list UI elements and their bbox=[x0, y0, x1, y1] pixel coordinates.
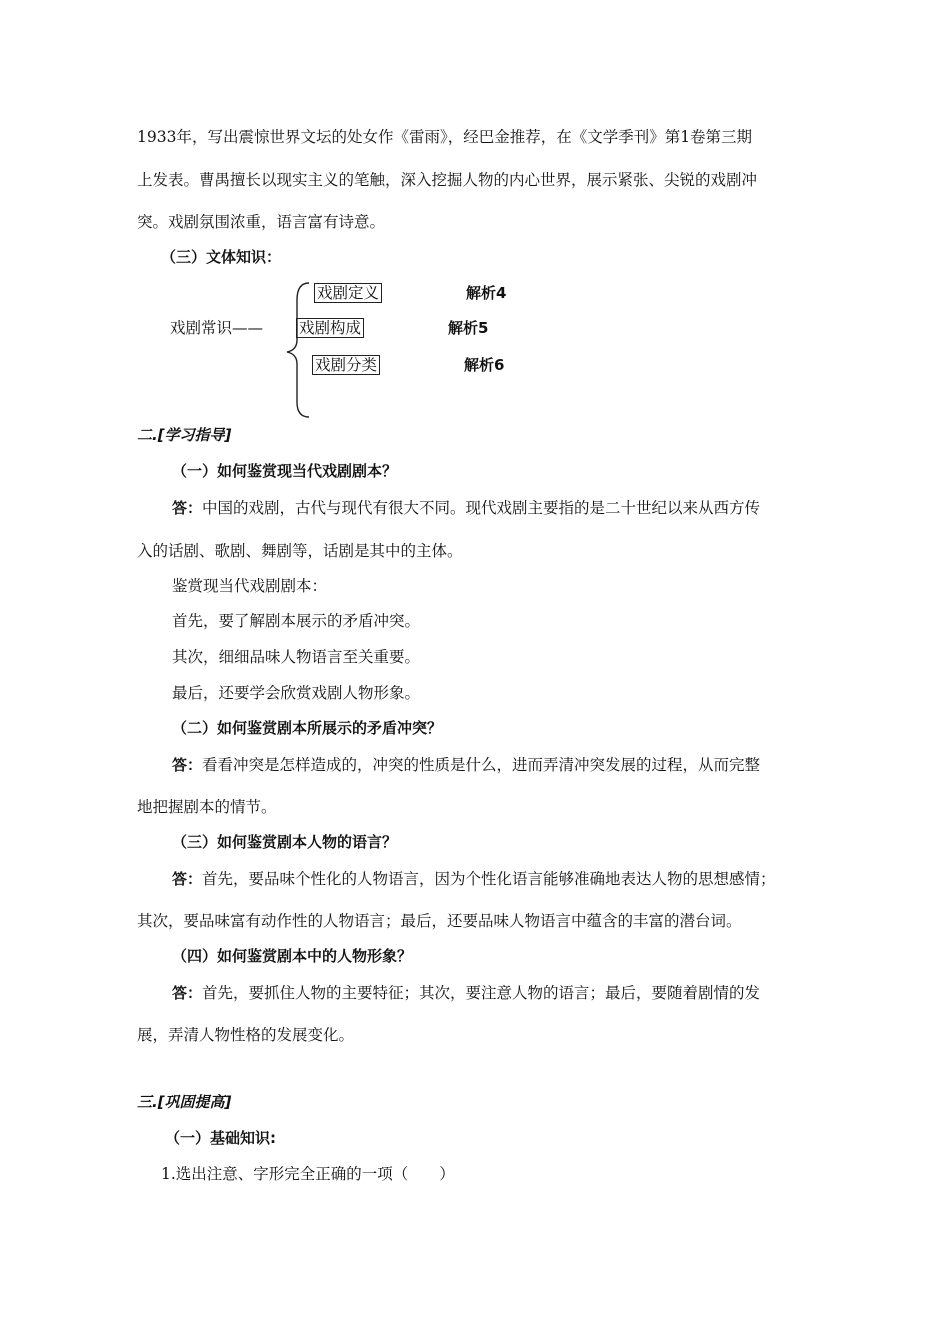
answer-prefix: 答： bbox=[172, 756, 203, 774]
answer-4-line-2: 展，弄清人物性格的发展变化。 bbox=[137, 1026, 355, 1044]
part-heading-study-guide: 二.[学习指导] bbox=[137, 426, 232, 444]
subheading-basic-knowledge: （一）基础知识: bbox=[165, 1129, 276, 1147]
diagram-item-label: 戏剧分类 bbox=[312, 355, 380, 375]
part-heading-consolidate: 三.[巩固提高] bbox=[137, 1093, 232, 1111]
exercise-item-1: 1.选出注意、字形完全正确的一项（ ） bbox=[161, 1165, 455, 1183]
answer-2-line-2: 地把握剧本的情节。 bbox=[137, 798, 277, 816]
question-1: （一）如何鉴赏现当代戏剧剧本？ bbox=[172, 462, 398, 480]
answer-1-line-3: 鉴赏现当代戏剧剧本： bbox=[172, 577, 328, 595]
brace-icon bbox=[283, 280, 313, 420]
answer-prefix: 答： bbox=[172, 870, 203, 888]
diagram-item-definition bbox=[314, 282, 382, 304]
answer-text: 首先，要抓住人物的主要特征；其次，要注意人物的语言；最后，要随着剧情的发 bbox=[202, 984, 761, 1002]
answer-text: 首先，要品味个性化的人物语言，因为个性化语言能够准确地表达人物的思想感情； bbox=[202, 870, 776, 888]
diagram-item-label: 戏剧构成 bbox=[296, 318, 364, 338]
diagram-root-label: 戏剧常识—— bbox=[170, 319, 264, 337]
diagram-item-note: 解析5 bbox=[448, 319, 489, 337]
answer-1-line-4: 首先，要了解剧本展示的矛盾冲突。 bbox=[172, 612, 421, 630]
answer-3-line-2: 其次，要品味富有动作性的人物语言；最后，还要品味人物语言中蕴含的丰富的潜台词。 bbox=[137, 912, 742, 930]
answer-3-line-1 bbox=[172, 868, 776, 890]
answer-text: 看看冲突是怎样造成的，冲突的性质是什么，进而弄清冲突发展的过程，从而完整 bbox=[202, 756, 761, 774]
intro-line-3: 突。戏剧氛围浓重，语言富有诗意。 bbox=[137, 213, 386, 231]
answer-1-line-6: 最后，还要学会欣赏戏剧人物形象。 bbox=[172, 684, 421, 702]
question-2: （二）如何鉴赏剧本所展示的矛盾冲突？ bbox=[172, 719, 443, 737]
diagram-item-note: 解析6 bbox=[464, 356, 505, 374]
answer-prefix: 答： bbox=[172, 984, 203, 1002]
answer-1-line-5: 其次，细细品味人物语言至关重要。 bbox=[172, 648, 421, 666]
answer-4-line-1 bbox=[172, 982, 760, 1004]
diagram-item-classification bbox=[312, 354, 380, 376]
section-heading-genre: （三）文体知识： bbox=[161, 248, 282, 266]
answer-1-line-1 bbox=[172, 497, 760, 519]
answer-2-line-1 bbox=[172, 754, 760, 776]
diagram-item-label: 戏剧定义 bbox=[314, 283, 382, 303]
answer-1-line-2: 入的话剧、歌剧、舞剧等，话剧是其中的主体。 bbox=[137, 542, 463, 560]
question-4: （四）如何鉴赏剧本中的人物形象？ bbox=[172, 947, 413, 965]
intro-line-2: 上发表。曹禺擅长以现实主义的笔触，深入挖掘人物的内心世界，展示紧张、尖锐的戏剧冲 bbox=[137, 171, 758, 189]
answer-prefix: 答： bbox=[172, 499, 203, 517]
answer-text: 中国的戏剧，古代与现代有很大不同。现代戏剧主要指的是二十世纪以来从西方传 bbox=[202, 499, 761, 517]
diagram-item-composition bbox=[296, 317, 364, 339]
intro-line-1: 1933年，写出震惊世界文坛的处女作《雷雨》，经巴金推荐，在《文学季刊》第1卷第三期 bbox=[137, 128, 753, 146]
question-3: （三）如何鉴赏剧本人物的语言？ bbox=[172, 833, 398, 851]
diagram-item-note: 解析4 bbox=[466, 284, 507, 302]
